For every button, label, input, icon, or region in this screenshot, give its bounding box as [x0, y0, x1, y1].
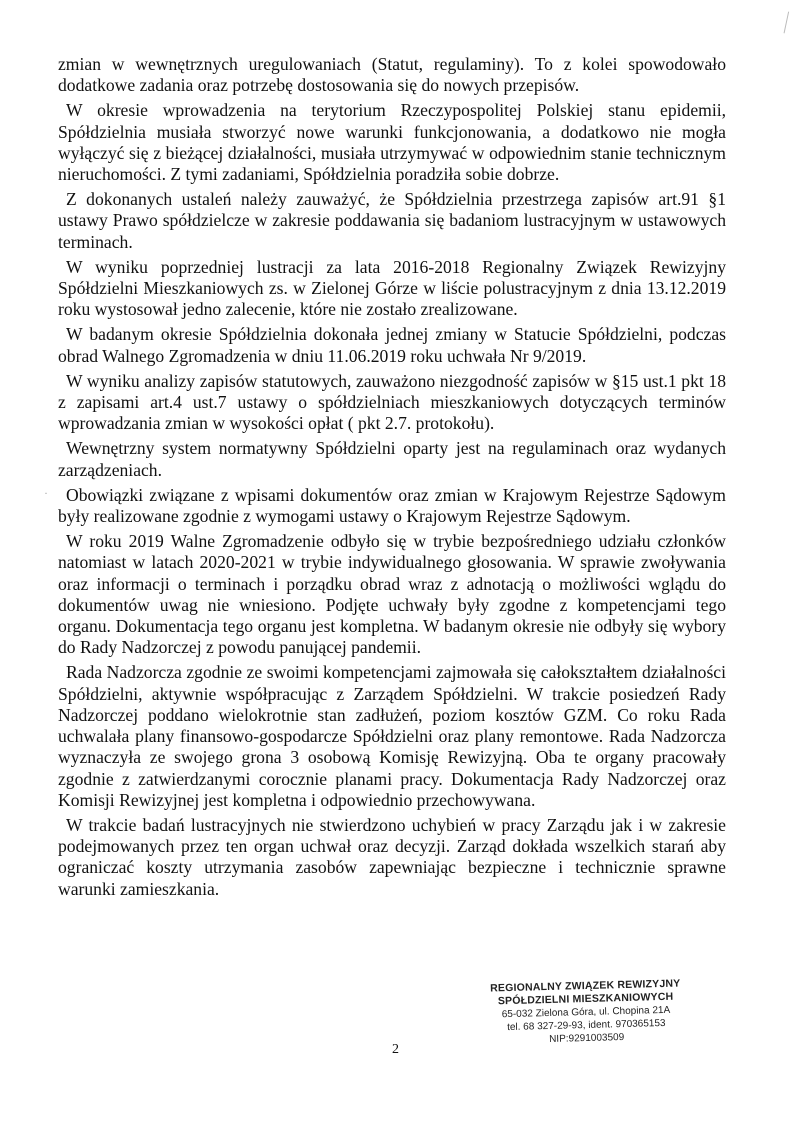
page-number: 2: [392, 1042, 399, 1057]
stamp-line-phone: tel. 68 327-29-93, ident. 970365153: [506, 1017, 666, 1034]
paragraph: zmian w wewnętrznych uregulowaniach (Statut, regulaminy). To z kolei spowodowało dodatkowe zadania oraz potrzebę dostosowania się do nowych przepisów.: [58, 54, 726, 96]
stamp-line-subname: SPÓŁDZIELNI MIESZKANIOWYCH: [497, 990, 674, 1008]
margin-mark: ·: [44, 486, 48, 500]
paragraph: Rada Nadzorcza zgodnie ze swoimi kompetencjami zajmowała się całokształtem działalności Spółdzielni, aktywnie współpracując z Zarządem Spółdzielni. W trakcie posiedzeń Rady Nadzorczej poddano wielokrotnie stan zadłużeń, poziom kosztów GZM. Co roku Rada uchwalała plany finansowo-gospodarcze Spółdzielni oraz plany remontowe. Rada Nadzorcza wyznaczyła ze swojego grona 3 osobową Komisję Rewizyjną. Oba te organy pracowały zgodnie z zatwierdzanymi corocznie planami pracy. Dokumentacja Rady Nadzorczej oraz Komisji Rewizyjnej jest kompletna i odpowiednio przechowywana.: [58, 662, 726, 810]
organization-stamp: [485, 977, 687, 1047]
paragraph: W wyniku poprzedniej lustracji za lata 2016-2018 Regionalny Związek Rewizyjny Spółdzielni Mieszkaniowych zs. w Zielonej Górze w liście polustracyjnym z dnia 13.12.2019 roku wystosował jedno zalecenie, które nie zostało zrealizowane.: [58, 256, 726, 320]
paragraph: W trakcie badań lustracyjnych nie stwierdzono uchybień w pracy Zarządu jak i w zakresie podejmowanych przez ten organ uchwał oraz decyzji. Zarząd dokłada wszelkich starań aby ograniczać koszty utrzymania zasobów zapewniając bezpieczne i technicznie sprawne warunki zamieszkania.: [58, 814, 726, 899]
stamp-line-address: 65-032 Zielona Góra, ul. Chopina 21A: [501, 1004, 671, 1021]
paragraph: W roku 2019 Walne Zgromadzenie odbyło się w trybie bezpośredniego udziału członków natomiast w latach 2020-2021 w trybie indywidualnego głosowania. W sprawie zwoływania oraz informacji o terminach i porządku obrad wraz z adnotacją o możliwości wglądu do dokumentów uwag nie wniesiono. Podjęte uchwały były zgodne z kompetencjami tego organu. Dokumentacja tego organu jest kompletna. W badanym okresie nie odbyły się wybory do Rady Nadzorczej z powodu panującej pandemii.: [58, 531, 726, 658]
document-body: [58, 54, 726, 904]
paragraph: Z dokonanych ustaleń należy zauważyć, że Spółdzielnia przestrzega zapisów art.91 §1 ustawy Prawo spółdzielcze w zakresie poddawania się badaniom lustracyjnym w ustawowych terminach.: [58, 189, 726, 252]
stamp-line-nip: NIP:9291003509: [549, 1032, 625, 1045]
paragraph: Obowiązki związane z wpisami dokumentów oraz zmian w Krajowym Rejestrze Sądowym były realizowane zgodnie z wymogami ustawy o Krajowym Rejestrze Sądowym.: [58, 484, 726, 527]
paragraph: W wyniku analizy zapisów statutowych, zauważono niezgodność zapisów w §15 ust.1 pkt 18 z zapisami art.4 ust.7 ustawy o spółdzielniach mieszkaniowych dotyczących terminów wprowadzania zmian w wysokości opłat ( pkt 2.7. protokołu).: [58, 370, 726, 434]
stamp-line-name: REGIONALNY ZWIĄZEK REWIZYJNY: [490, 977, 681, 995]
paragraph: W okresie wprowadzenia na terytorium Rzeczypospolitej Polskiej stanu epidemii, Spółdzielnia musiała stworzyć nowe warunki funkcjonowania, a dodatkowo nie mogła wyłączyć się z bieżącej działalności, musiała utrzymywać w odpowiednim stanie technicznym nieruchomości. Z tymi zadaniami, Spółdzielnia poradziła sobie dobrze.: [58, 100, 726, 185]
paragraph: Wewnętrzny system normatywny Spółdzielni oparty jest na regulaminach oraz wydanych zarządzeniach.: [58, 438, 726, 480]
corner-mark: [770, 9, 789, 34]
paragraph: W badanym okresie Spółdzielnia dokonała jednej zmiany w Statucie Spółdzielni, podczas obrad Walnego Zgromadzenia w dniu 11.06.2019 roku uchwała Nr 9/2019.: [58, 324, 726, 366]
